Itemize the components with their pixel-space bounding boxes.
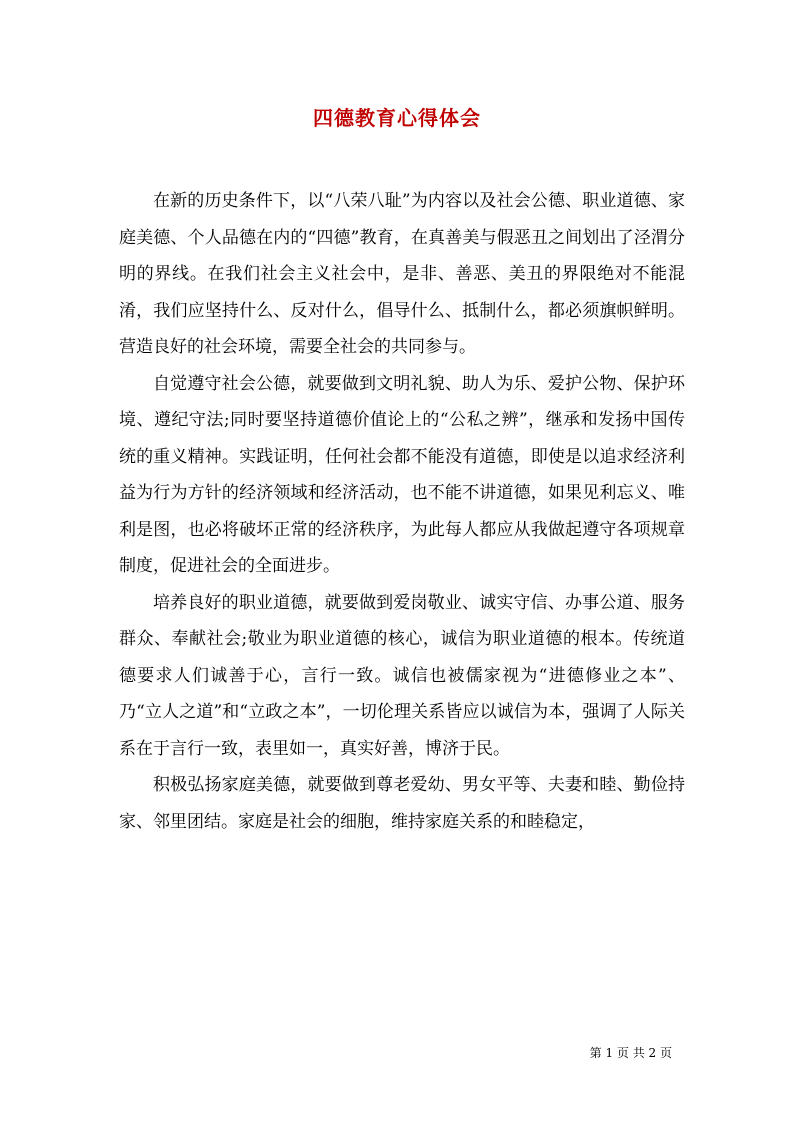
paragraph-social-context: 在新的历史条件下，以“八荣八耻”为内容以及社会公德、职业道德、家庭美德、个人品德在内的“四德”教育，在真善美与假恶丑之间划出了泾渭分明的界线。在我们社会主义社会中，是非、善恶、美丑的界限绝对不能混淆，我们应坚持什么、反对什么，倡导什么、抵制什么，都必须旗帜鲜明。营造良好的社会环境，需要全社会的共同参与。 xyxy=(119,191,685,357)
page-number-footer: 第 1 页 共 2 页 xyxy=(589,1046,672,1060)
paragraph-family-virtues: 积极弘扬家庭美德，就要做到尊老爱幼、男女平等、夫妻和睦、勤俭持家、邻里团结。家庭是社会的细胞，维持家庭关系的和睦稳定， xyxy=(119,775,685,832)
document-title: 四德教育心得体会 xyxy=(313,106,481,130)
document-body xyxy=(119,183,685,840)
paragraph-professional-ethics: 培养良好的职业道德，就要做到爱岗敬业、诚实守信、办事公道、服务群众、奉献社会;敬业为职业道德的核心，诚信为职业道德的根本。传统道德要求人们诚善于心，言行一致。诚信也被儒家视为“进德修业之本”、乃“立人之道”和“立政之本”，一切伦理关系皆应以诚信为本，强调了人际关系在于言行一致，表里如一，真实好善，博济于民。 xyxy=(119,592,685,759)
paragraph-social-morality: 自觉遵守社会公德，就要做到文明礼貌、助人为乐、爱护公物、保护环境、遵纪守法;同时要坚持道德价值论上的“公私之辨”，继承和发扬中国传统的重义精神。实践证明，任何社会都不能没有道德，即使是以追求经济利益为行为方针的经济领域和经济活动，也不能不讲道德，如果见利忘义、唯利是图，也必将破坏正常的经济秩序，为此每人都应从我做起遵守各项规章制度，促进社会的全面进步。 xyxy=(119,373,685,576)
